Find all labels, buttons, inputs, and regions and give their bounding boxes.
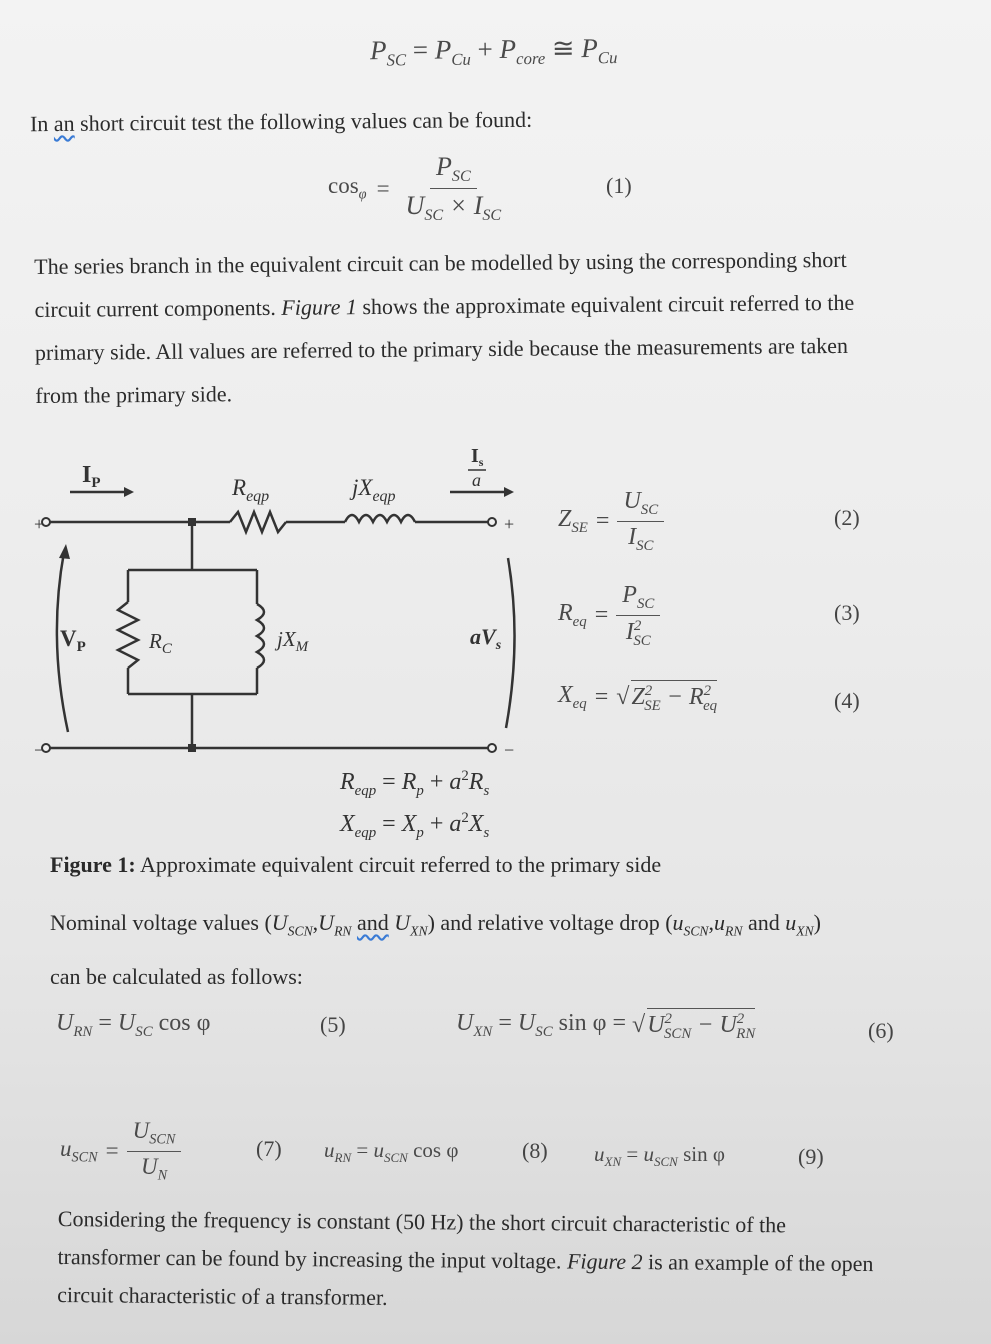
label-vp: $V_P$	[60, 626, 86, 655]
intro-pre: In	[29, 110, 54, 137]
and-underlined: and	[356, 910, 389, 935]
label-is: $I_s$	[471, 445, 484, 469]
nominal-voltage-paragraph	[50, 900, 970, 1000]
intro-underlined-word: an	[53, 110, 75, 136]
equation-4: $X_{eq}$ = √ $Z^2_{SE} - R^2_{eq}$	[558, 682, 718, 714]
reqp-resistor	[230, 512, 286, 532]
jxeqp-inductor	[345, 515, 415, 522]
eq-symbol: P	[434, 34, 452, 65]
jxm-inductor	[257, 604, 264, 668]
equation-5: $U_{RN} = U_{SC}$ cos φ	[56, 1010, 211, 1040]
eq-sub: core	[516, 48, 546, 69]
xeqp-formula: $X_{eqp} = X_p + a^2X_s$	[340, 810, 490, 841]
eq4-number: (4)	[834, 688, 860, 713]
eq-symbol: P	[369, 35, 387, 66]
eq-sub: Cu	[597, 48, 618, 68]
eq-sub: SC	[386, 50, 407, 70]
para-last-line1: Considering the frequency is constant (50 Hz) the short circuit characteristic of the	[57, 1205, 787, 1238]
nominal-line1: Nominal voltage values ($U_{SCN},U_{RN}$ and $U_{XN}$) and relative voltage drop ($u_{SCN},u_{RN}$ and $u_{XN}$)	[50, 910, 821, 939]
equivalent-circuit-diagram	[30, 440, 540, 770]
eq5-number: (5)	[320, 1012, 346, 1037]
equation-2: $Z_{SE}$ = $\frac{U_{SC}}{I_{SC}}$	[558, 488, 664, 555]
para2-line1: The series branch in the equivalent circuit can be modelled by using the corresponding short	[34, 246, 847, 279]
eq3-number: (3)	[834, 600, 860, 625]
reqp-formula: $R_{eqp} = R_p + a^2R_s$	[340, 768, 490, 799]
avs-voltage-bracket	[506, 558, 515, 728]
eq8-number: (8)	[522, 1138, 548, 1163]
label-is-denominator: a	[472, 470, 481, 490]
figure1-caption-label: Figure 1:	[50, 852, 136, 877]
equation-8: $u_{RN} = u_{SCN}$ cos φ	[324, 1138, 459, 1166]
intro-text	[30, 98, 533, 145]
label-rc: $R_C$	[149, 629, 172, 657]
nominal-line2: can be calculated as follows:	[50, 964, 303, 990]
eq7-number: (7)	[256, 1136, 282, 1161]
eq1-fraction: $\frac{P_{SC}}{U_{SC} \times I_{SC}}$	[405, 152, 502, 225]
eq-symbol: P	[581, 32, 598, 64]
equation-7: $u_{SCN}$ = $\frac{U_{SCN}}{U_N}$	[60, 1118, 181, 1184]
figure1-ref: Figure 1	[281, 294, 358, 320]
intro-post: short circuit test the following values can be found:	[74, 106, 533, 136]
label-jxeqp: $jX_{eqp}$	[352, 475, 396, 505]
figure2-ref: Figure 2	[566, 1248, 643, 1275]
equation-9: $u_{XN} = u_{SCN}$ sin φ	[594, 1142, 725, 1170]
label-minus-left: −	[34, 740, 45, 760]
para2-line2: circuit current components. Figure 1 shows the approximate equivalent circuit referred to the	[34, 289, 855, 322]
eq-sub: Cu	[451, 49, 471, 69]
para2-line3: primary side. All values are referred to the primary side because the measurements are taken	[34, 332, 849, 365]
eq1-lhs: $\cos_\varphi$	[328, 173, 367, 203]
equation-6: $U_{XN} = U_{SC}$ sin φ = √ $U^2_{SCN} - U^2_{RN}$	[456, 1010, 756, 1042]
para-last-line2: transformer can be found by increasing the input voltage. Figure 2 is an example of the open	[57, 1243, 874, 1277]
label-plus-right: +	[504, 514, 515, 534]
label-minus-right: −	[504, 740, 515, 760]
equation-psc: $P_{SC} = P_{Cu} + P_{core}$ ≅ $P_{Cu}$	[369, 32, 618, 70]
terminal-secondary-plus	[488, 518, 496, 526]
eq9-number: (9)	[798, 1144, 824, 1169]
label-ip: $I_P$	[82, 462, 101, 491]
eq6-number: (6)	[868, 1018, 894, 1043]
label-reqp: $R_{eqp}$	[232, 475, 270, 505]
equation-3: $R_{eq}$ = $\frac{P_{SC}}{I^2_{SC}}$	[558, 582, 660, 650]
para2-line4: from the primary side.	[35, 381, 233, 408]
paragraph-short-circuit-characteristic	[57, 1200, 958, 1322]
label-plus-left: +	[34, 514, 45, 534]
eq1-number: (1)	[606, 173, 632, 198]
label-jxm: $jX_M$	[277, 627, 309, 655]
paragraph-series-branch	[34, 237, 965, 417]
para-last-line3: circuit characteristic of a transformer.	[57, 1281, 388, 1310]
label-avs: $aV_s$	[470, 624, 502, 653]
terminal-secondary-minus	[488, 744, 496, 752]
rc-resistor	[118, 602, 138, 668]
eq-symbol: P	[499, 33, 517, 64]
equation-1: $\cos_\varphi$ = $\frac{P_{SC}}{U_{SC} \times I_{SC}}$	[328, 152, 507, 225]
figure1-caption-text: Approximate equivalent circuit referred to the primary side	[135, 852, 662, 877]
figure1-caption	[50, 852, 661, 878]
eq2-number: (2)	[834, 505, 860, 530]
